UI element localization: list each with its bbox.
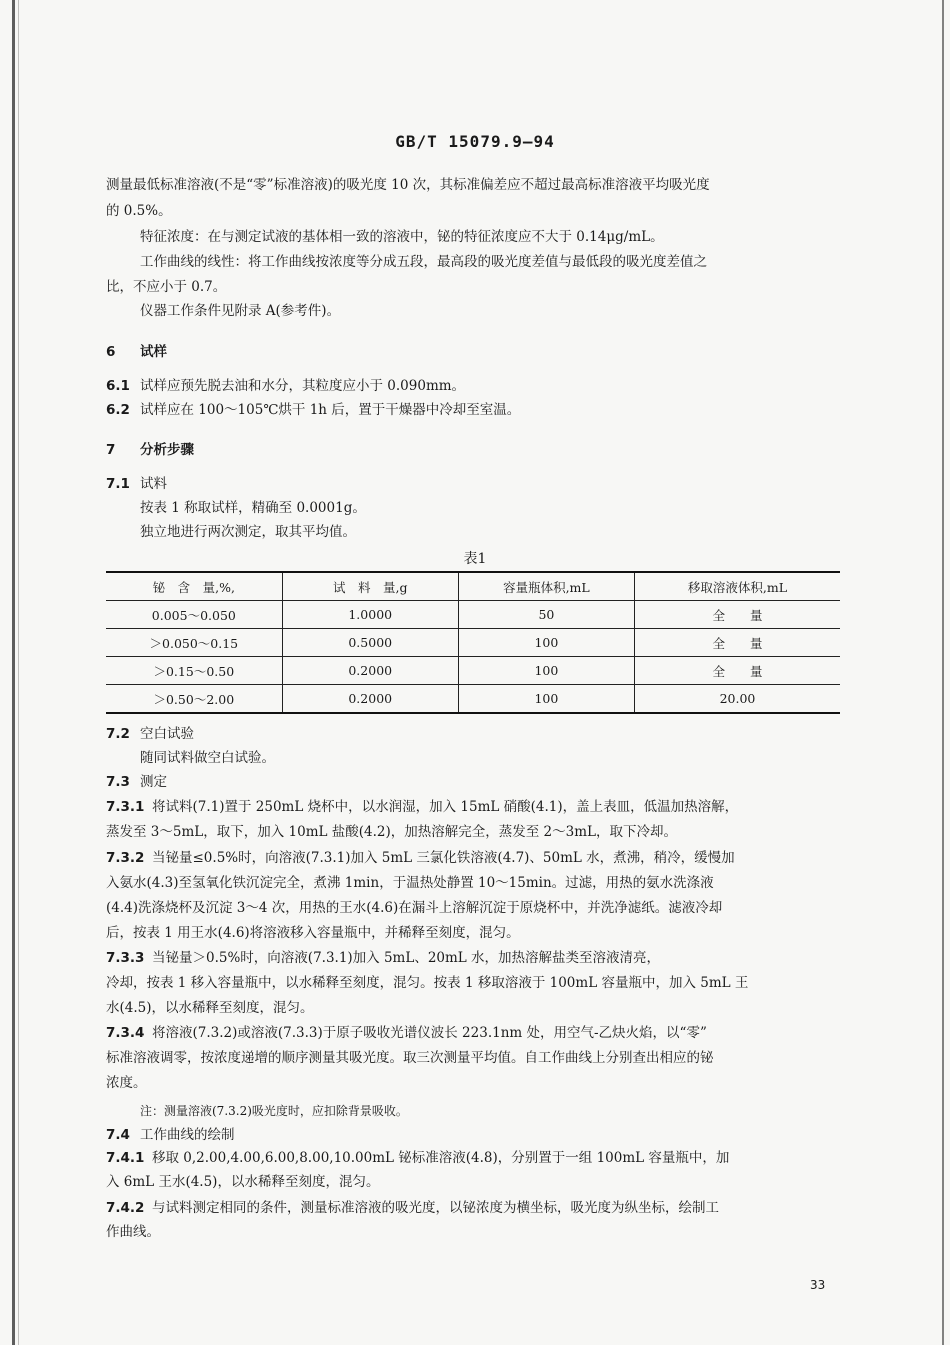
page-header: GB/T 15079.9—94 — [395, 132, 555, 151]
clause-number: 7.3.1 — [106, 799, 145, 815]
table-cell: ＞0.050～0.15 — [106, 629, 282, 657]
column-header: 容量瓶体积,mL — [458, 572, 634, 601]
clause-text: 试样应在 100～105℃烘干 1h 后，置于干燥器中冷却至室温。 — [140, 402, 521, 418]
section-heading-6 — [106, 342, 167, 362]
clause-7-3-2 — [106, 848, 735, 868]
clause-title: 空白试验 — [140, 726, 194, 742]
clause-number: 7.4.1 — [106, 1150, 145, 1166]
table-cell: 0.5000 — [282, 629, 458, 657]
clause-number: 7.3.2 — [106, 850, 145, 866]
page-number: 33 — [810, 1278, 826, 1292]
paragraph-line: 的 0.5%。 — [106, 203, 172, 219]
table-cell: 100 — [458, 685, 634, 714]
paragraph-line: 独立地进行两次测定，取其平均值。 — [140, 524, 356, 540]
paragraph-line: 浓度。 — [106, 1075, 147, 1091]
clause-text: 与试料测定相同的条件，测量标准溶液的吸光度，以铋浓度为横坐标，吸光度为纵坐标，绘制工 — [152, 1200, 719, 1216]
table-cell: 全 量 — [634, 629, 840, 657]
section-number: 6 — [106, 344, 116, 360]
paragraph-line: 工作曲线的线性：将工作曲线按浓度等分成五段，最高段的吸光度差值与最低段的吸光度差值之 — [140, 254, 707, 270]
clause-text: 将试料(7.1)置于 250mL 烧杯中，以水润湿，加入 15mL 硝酸(4.1)，盖上表皿，低温加热溶解， — [152, 799, 739, 815]
table-cell: 0.2000 — [282, 657, 458, 685]
clause-title: 测定 — [140, 774, 167, 790]
paragraph-line: 按表 1 称取试样，精确至 0.0001g。 — [140, 500, 366, 516]
clause-7-3 — [106, 772, 167, 792]
paragraph-line: 入 6mL 王水(4.5)，以水稀释至刻度，混匀。 — [106, 1174, 380, 1190]
clause-number: 7.3 — [106, 774, 130, 790]
clause-number: 7.4 — [106, 1127, 130, 1143]
clause-text: 当铋量≤0.5%时，向溶液(7.3.1)加入 5mL 三氯化铁溶液(4.7)、50mL 水，煮沸，稍冷，缓慢加 — [152, 850, 735, 866]
clause-7-2 — [106, 724, 194, 744]
clause-7-4-1 — [106, 1148, 729, 1168]
clause-title: 工作曲线的绘制 — [140, 1127, 235, 1143]
clause-7-3-4 — [106, 1023, 707, 1043]
table-cell: 全 量 — [634, 657, 840, 685]
table-row — [106, 629, 840, 657]
paragraph-line: 冷却，按表 1 移入容量瓶中，以水稀释至刻度，混匀。按表 1 移取溶液于 100mL 容量瓶中，加入 5mL 王 — [106, 975, 749, 991]
clause-number: 7.4.2 — [106, 1200, 145, 1216]
clause-7-1 — [106, 474, 167, 494]
table-cell: ＞0.15～0.50 — [106, 657, 282, 685]
clause-number: 6.1 — [106, 378, 130, 394]
table-cell: 100 — [458, 657, 634, 685]
table-cell: 1.0000 — [282, 601, 458, 629]
table-cell: 全 量 — [634, 601, 840, 629]
paragraph-line: 后，按表 1 用王水(4.6)将溶液移入容量瓶中，并稀释至刻度，混匀。 — [106, 925, 520, 941]
clause-7-4 — [106, 1125, 235, 1145]
section-title: 试样 — [140, 344, 167, 360]
clause-7-3-1 — [106, 797, 738, 817]
clause-text: 将溶液(7.3.2)或溶液(7.3.3)于原子吸收光谱仪波长 223.1nm 处，用空气-乙炔火焰，以“零” — [152, 1025, 707, 1041]
paragraph-line: (4.4)洗涤烧杯及沉淀 3～4 次，用热的王水(4.6)在漏斗上溶解沉淀于原烧杯中，并洗净滤纸。滤液冷却 — [106, 900, 723, 916]
column-header: 试 料 量,g — [282, 572, 458, 601]
instrument-conditions: 仪器工作条件见附录 A(参考件)。 — [140, 303, 341, 319]
table-cell: 50 — [458, 601, 634, 629]
paragraph-line: 作曲线。 — [106, 1224, 160, 1240]
note: 注：测量溶液(7.3.2)吸光度时，应扣除背景吸收。 — [140, 1104, 408, 1118]
paragraph-line: 水(4.5)，以水稀释至刻度，混匀。 — [106, 1000, 314, 1016]
clause-text: 当铋量＞0.5%时，向溶液(7.3.1)加入 5mL、20mL 水，加热溶解盐类至溶液清亮， — [152, 950, 661, 966]
characteristic-concentration: 特征浓度：在与测定试液的基体相一致的溶液中，铋的特征浓度应不大于 0.14μg/mL。 — [140, 229, 664, 245]
clause-6-1 — [106, 376, 465, 396]
section-heading-7 — [106, 440, 194, 460]
clause-number: 7.1 — [106, 476, 130, 492]
table-caption: 表1 — [463, 551, 487, 567]
paragraph-line: 测量最低标准溶液(不是“零”标准溶液)的吸光度 10 次，其标准偏差应不超过最高标准溶液平均吸光度 — [106, 177, 710, 193]
paragraph-line: 比，不应小于 0.7。 — [106, 279, 227, 295]
clause-text: 试样应预先脱去油和水分，其粒度应小于 0.090mm。 — [140, 378, 466, 394]
section-number: 7 — [106, 442, 116, 458]
table-row — [106, 601, 840, 629]
clause-number: 7.3.3 — [106, 950, 145, 966]
clause-7-4-2 — [106, 1198, 719, 1218]
table-cell: 0.005～0.050 — [106, 601, 282, 629]
table-row — [106, 685, 840, 714]
table-header-row — [106, 572, 840, 601]
paragraph-line: 随同试料做空白试验。 — [140, 750, 275, 766]
column-header: 移取溶液体积,mL — [634, 572, 840, 601]
paragraph-line: 蒸发至 3～5mL，取下，加入 10mL 盐酸(4.2)，加热溶解完全，蒸发至 2～3mL，取下冷却。 — [106, 824, 678, 840]
table-cell: 20.00 — [634, 685, 840, 714]
column-header: 铋 含 量,%, — [106, 572, 282, 601]
table-cell: 0.2000 — [282, 685, 458, 714]
clause-number: 7.3.4 — [106, 1025, 145, 1041]
table-cell: 100 — [458, 629, 634, 657]
table-1 — [106, 571, 840, 714]
paragraph-line: 标准溶液调零，按浓度递增的顺序测量其吸光度。取三次测量平均值。自工作曲线上分别查出相应的铋 — [106, 1050, 714, 1066]
section-title: 分析步骤 — [140, 442, 194, 458]
clause-title: 试料 — [140, 476, 167, 492]
table-row — [106, 657, 840, 685]
clause-number: 6.2 — [106, 402, 130, 418]
table-cell: ＞0.50～2.00 — [106, 685, 282, 714]
clause-7-3-3 — [106, 948, 660, 968]
paragraph-line: 入氨水(4.3)至氢氧化铁沉淀完全，煮沸 1min，于温热处静置 10～15min。过滤，用热的氨水洗涤液 — [106, 875, 714, 891]
clause-6-2 — [106, 400, 520, 420]
clause-number: 7.2 — [106, 726, 130, 742]
clause-text: 移取 0,2.00,4.00,6.00,8.00,10.00mL 铋标准溶液(4.8)，分别置于一组 100mL 容量瓶中，加 — [152, 1150, 730, 1166]
